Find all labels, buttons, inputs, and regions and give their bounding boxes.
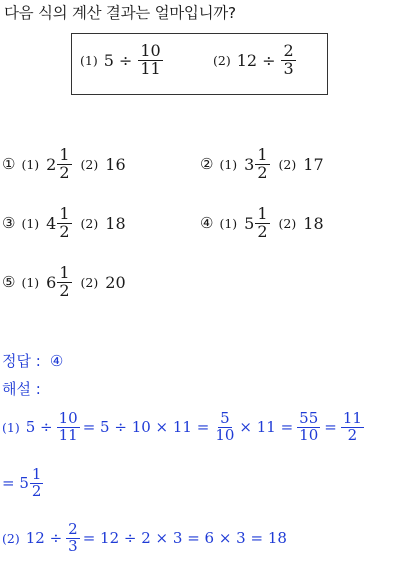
problem-2-fraction xyxy=(281,43,295,78)
choice-1-mark: ① xyxy=(2,155,16,174)
step-2-b: = 12 ÷ 2 × 3 = 6 × 3 = 18 xyxy=(82,529,287,548)
choice-5-label1: (1) xyxy=(21,274,40,290)
problem-2-den: 3 xyxy=(283,58,294,78)
step-1-b: = 5 ÷ 10 × 11 = xyxy=(82,418,210,437)
problem-1-op: ÷ xyxy=(118,50,133,70)
choice-4-num: 1 xyxy=(257,204,268,223)
choice-1-whole: 2 xyxy=(46,154,57,174)
choice-4-fraction xyxy=(255,206,269,241)
step-1-d4: 2 xyxy=(347,425,358,444)
problem-2-op: ÷ xyxy=(262,50,276,70)
choice-5-value2: 20 xyxy=(105,272,126,292)
choice-2-whole: 3 xyxy=(244,154,255,174)
problem-1 xyxy=(80,43,164,78)
step-1-e: = xyxy=(324,418,337,437)
choice-3-den: 2 xyxy=(59,221,70,241)
explanation-label: 해설 : xyxy=(2,380,41,398)
step-1-a: 5 ÷ xyxy=(25,418,53,437)
step-1b-n: 1 xyxy=(31,465,42,483)
choice-3-whole: 4 xyxy=(46,213,57,233)
step-2-label: (2) xyxy=(2,530,20,546)
step-1b-a: = 5 xyxy=(2,474,29,493)
step-1-frac-4 xyxy=(341,411,364,444)
choice-5-den: 2 xyxy=(59,280,70,300)
choice-3-label2: (2) xyxy=(80,215,99,231)
answer-line xyxy=(2,350,63,371)
step-1-label: (1) xyxy=(2,419,20,435)
choice-1-den: 2 xyxy=(59,162,70,182)
choice-4-den: 2 xyxy=(257,221,268,241)
step-1-n2: 5 xyxy=(220,409,230,427)
explanation-step-2 xyxy=(2,522,287,555)
choice-5-mark: ⑤ xyxy=(2,273,16,292)
step-1-n3: 55 xyxy=(299,409,319,427)
choice-2-mark: ② xyxy=(200,155,214,174)
choice-2-num: 1 xyxy=(257,145,268,164)
problem-1-label: (1) xyxy=(80,52,98,68)
problem-box xyxy=(71,33,328,95)
step-1-d2: 10 xyxy=(215,425,235,444)
choice-1-label2: (2) xyxy=(80,156,99,172)
problem-1-num: 10 xyxy=(140,41,161,60)
choice-1-label1: (1) xyxy=(21,156,40,172)
choice-2-fraction xyxy=(255,147,269,182)
problem-1-whole: 5 xyxy=(103,50,114,70)
choice-1-value2: 16 xyxy=(105,154,126,174)
choice-3-mark: ③ xyxy=(2,214,16,233)
explanation-step-1b xyxy=(2,467,44,500)
problem-2 xyxy=(213,43,297,78)
answer-label: 정답 : xyxy=(2,352,41,370)
choice-5-label2: (2) xyxy=(80,274,99,290)
step-1-frac-2 xyxy=(213,411,236,444)
step-1b-fraction xyxy=(30,467,44,500)
choice-4-value2: 18 xyxy=(303,213,324,233)
problem-1-den: 11 xyxy=(140,58,161,78)
question-title: 다음 식의 계산 결과는 얼마입니까? xyxy=(4,4,236,22)
choice-3[interactable] xyxy=(2,206,126,241)
choice-4-whole: 5 xyxy=(244,213,255,233)
problem-2-whole: 12 xyxy=(236,50,258,70)
choice-4-mark: ④ xyxy=(200,214,214,233)
explanation-step-1 xyxy=(2,411,365,444)
choice-4-label1: (1) xyxy=(219,215,238,231)
choice-2-den: 2 xyxy=(257,162,268,182)
choice-5-fraction xyxy=(57,265,71,300)
answer-value: ④ xyxy=(49,352,64,370)
choice-1[interactable] xyxy=(2,147,126,182)
choice-3-value2: 18 xyxy=(105,213,126,233)
step-1-c: × 11 = xyxy=(239,418,294,437)
choice-2-label1: (1) xyxy=(219,156,238,172)
problem-2-label: (2) xyxy=(213,52,231,68)
choice-4[interactable] xyxy=(200,206,324,241)
step-2-n: 2 xyxy=(68,520,78,538)
step-1-d1: 11 xyxy=(58,425,78,444)
choice-3-num: 1 xyxy=(59,204,70,223)
step-1b-d: 2 xyxy=(31,481,42,500)
choice-5[interactable] xyxy=(2,265,126,300)
choice-3-label1: (1) xyxy=(21,215,40,231)
choice-2-label2: (2) xyxy=(278,156,297,172)
step-1-frac-3 xyxy=(297,411,320,444)
choice-5-whole: 6 xyxy=(46,272,57,292)
choice-2[interactable] xyxy=(200,147,324,182)
step-1-n4: 11 xyxy=(342,409,362,427)
choice-1-num: 1 xyxy=(59,145,70,164)
step-2-a: 12 ÷ xyxy=(25,529,63,548)
problem-1-fraction xyxy=(138,43,162,78)
choice-3-fraction xyxy=(57,206,71,241)
step-2-fraction xyxy=(66,522,80,555)
choice-2-value2: 17 xyxy=(303,154,324,174)
step-1-d3: 10 xyxy=(299,425,319,444)
choice-4-label2: (2) xyxy=(278,215,297,231)
problem-2-num: 2 xyxy=(283,41,294,60)
choice-1-fraction xyxy=(57,147,71,182)
step-1-frac-1 xyxy=(57,411,80,444)
choice-5-num: 1 xyxy=(59,263,70,282)
step-2-d: 3 xyxy=(68,536,78,555)
step-1-n1: 10 xyxy=(58,409,78,427)
